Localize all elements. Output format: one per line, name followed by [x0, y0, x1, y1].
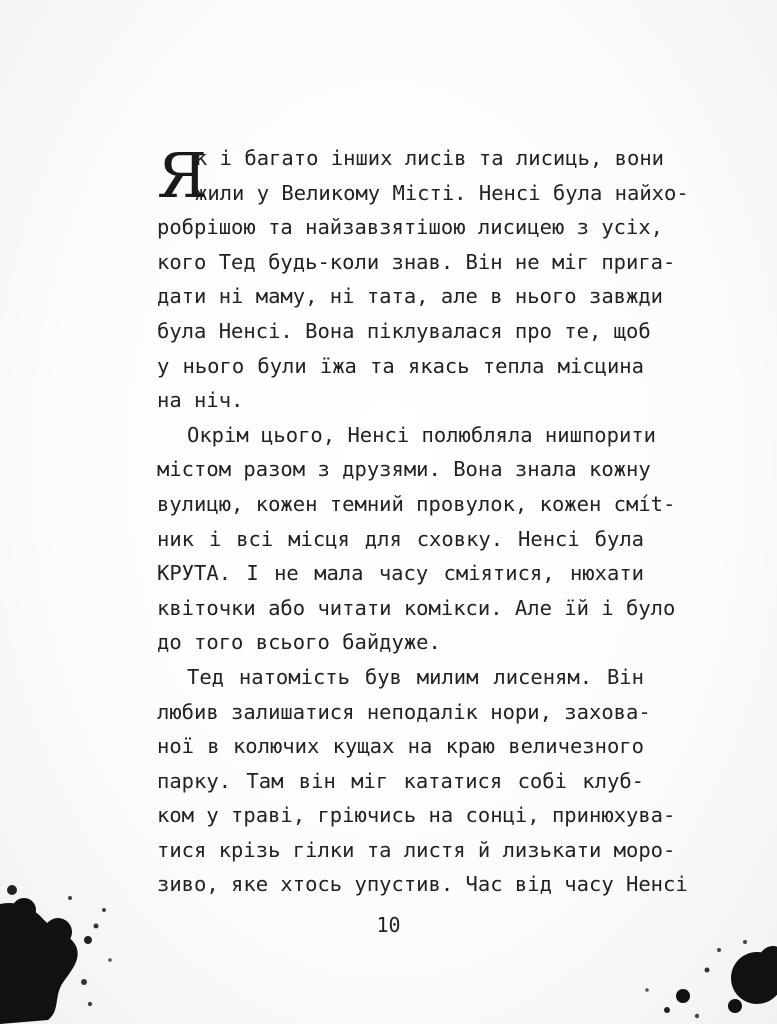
text-line: ник і всі місця для сховку. Ненсі була	[157, 526, 644, 551]
text-line: була Ненсі. Вона піклувалася про те, щоб	[157, 318, 651, 343]
page-number: 10	[376, 913, 401, 937]
drop-cap-letter: Я	[157, 139, 208, 212]
body-text	[157, 139, 689, 902]
text-line: жили у Великому Місті. Ненсі була найхо-	[195, 180, 689, 205]
text-line: к і багато інших лисів та лисиць, вони	[195, 146, 664, 170]
text-line: зиво, яке хтось упустив. Час від часу Ненсі	[157, 872, 688, 897]
text-line: квіточки або читати комікси. Але їй і було	[157, 595, 676, 620]
text-line: містом разом з друзями. Вона знала кожну	[157, 457, 651, 482]
text-line: Окрім цього, Ненсі полюбляла нишпорити	[187, 422, 656, 447]
text-line: любив залишатися неподалік нори, захова-	[157, 699, 651, 724]
text-line: до того всього байдуже.	[157, 630, 441, 655]
text-line: робрішою та найзавзятішою лисицею з усіх,	[157, 215, 664, 240]
text-line: кого Тед будь-коли знав. Він не міг прига-	[157, 249, 676, 274]
text-line: ної в колючих кущах на краю величезного	[157, 734, 644, 759]
text-line: вулицю, кожен темний провулок, кожен смít-	[157, 491, 676, 516]
text-line: Тед натомість був милим лисеням. Він	[187, 664, 644, 689]
ink-splatter-left	[0, 880, 130, 1024]
text-line: на ніч.	[157, 388, 244, 413]
text-line: ком у траві, гріючись на сонці, принюхува-	[157, 803, 676, 828]
text-line: дати ні маму, ні тата, але в нього завжди	[157, 284, 664, 309]
drop-cap	[157, 139, 208, 212]
ink-splatter-right	[627, 930, 777, 1024]
text-line: парку. Там він міг кататися собі клуб-	[157, 768, 644, 793]
text-line: КРУТА. І не мала часу сміятися, нюхати	[157, 561, 644, 586]
text-line: у нього були їжа та якась тепла місцина	[157, 353, 644, 378]
text-line: тися крізь гілки та листя й лизькати моро-	[157, 837, 676, 862]
